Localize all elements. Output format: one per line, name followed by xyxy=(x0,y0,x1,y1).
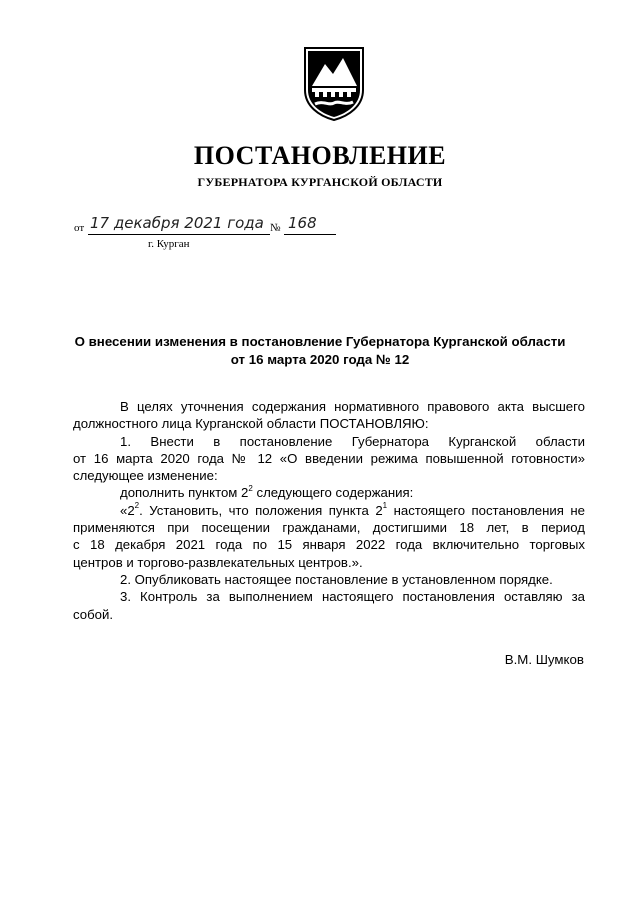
document-title: ПОСТАНОВЛЕНИЕ xyxy=(193,141,447,170)
paragraph-item-3-line-1: 3. Контроль за выполнением настоящего постановления оставляю за xyxy=(120,589,585,605)
document-issuer: ГУБЕРНАТОРА КУРГАНСКОЙ ОБЛАСТИ xyxy=(197,175,443,189)
signatory-name: В.М. Шумков xyxy=(504,652,584,667)
handwritten-number: 168 xyxy=(288,214,317,232)
paragraph-preamble-line-1: В целях уточнения содержания нормативного правового акта высшего xyxy=(120,399,585,414)
date-from-label: от xyxy=(74,222,85,234)
date-underline xyxy=(88,234,270,235)
handwritten-date: 17 декабря 2021 года xyxy=(90,214,264,232)
decree-heading-line-1: О внесении изменения в постановление Губернатора Курганской области xyxy=(74,334,566,349)
coat-of-arms-emblem xyxy=(303,46,365,122)
paragraph-new-clause-line-4: центров и торгово-развлекательных центров.». xyxy=(73,554,363,570)
number-label: № xyxy=(270,222,281,234)
paragraph-new-clause-line-1: «$2^2$. Установить, что положения пункта $2^1$ настоящего постановления не xyxy=(120,501,585,518)
city-label: г. Курган xyxy=(148,238,190,250)
paragraph-item-1-line-1: 1. Внести в постановление Губернатора Курганской области xyxy=(120,433,585,449)
paragraph-item-2: 2. Опубликовать настоящее постановление в установленном порядке. xyxy=(120,571,553,587)
paragraph-item-1-line-3: следующее изменение: xyxy=(73,468,218,484)
paragraph-item-1-line-2: от 16 марта 2020 года № 12 «О введении режима повышенной готовности» xyxy=(73,450,585,466)
decree-heading-line-2: от 16 марта 2020 года № 12 xyxy=(230,352,410,367)
paragraph-item-3-line-2: собой. xyxy=(73,606,113,622)
paragraph-amendment-intro: дополнить пунктом $2^2$ следующего содержания: xyxy=(120,484,414,501)
paragraph-preamble-line-2: должностного лица Курганской области ПОСТАНОВЛЯЮ: xyxy=(73,416,429,432)
paragraph-new-clause-line-3: с 18 декабря 2021 года по 15 января 2022 года включительно торговых xyxy=(73,537,585,553)
decree-body xyxy=(73,398,585,623)
date-number-line xyxy=(74,214,354,264)
paragraph-new-clause-line-2: применяются при посещении гражданами, достигшими 18 лет, в период xyxy=(73,520,585,536)
number-underline xyxy=(284,234,336,235)
